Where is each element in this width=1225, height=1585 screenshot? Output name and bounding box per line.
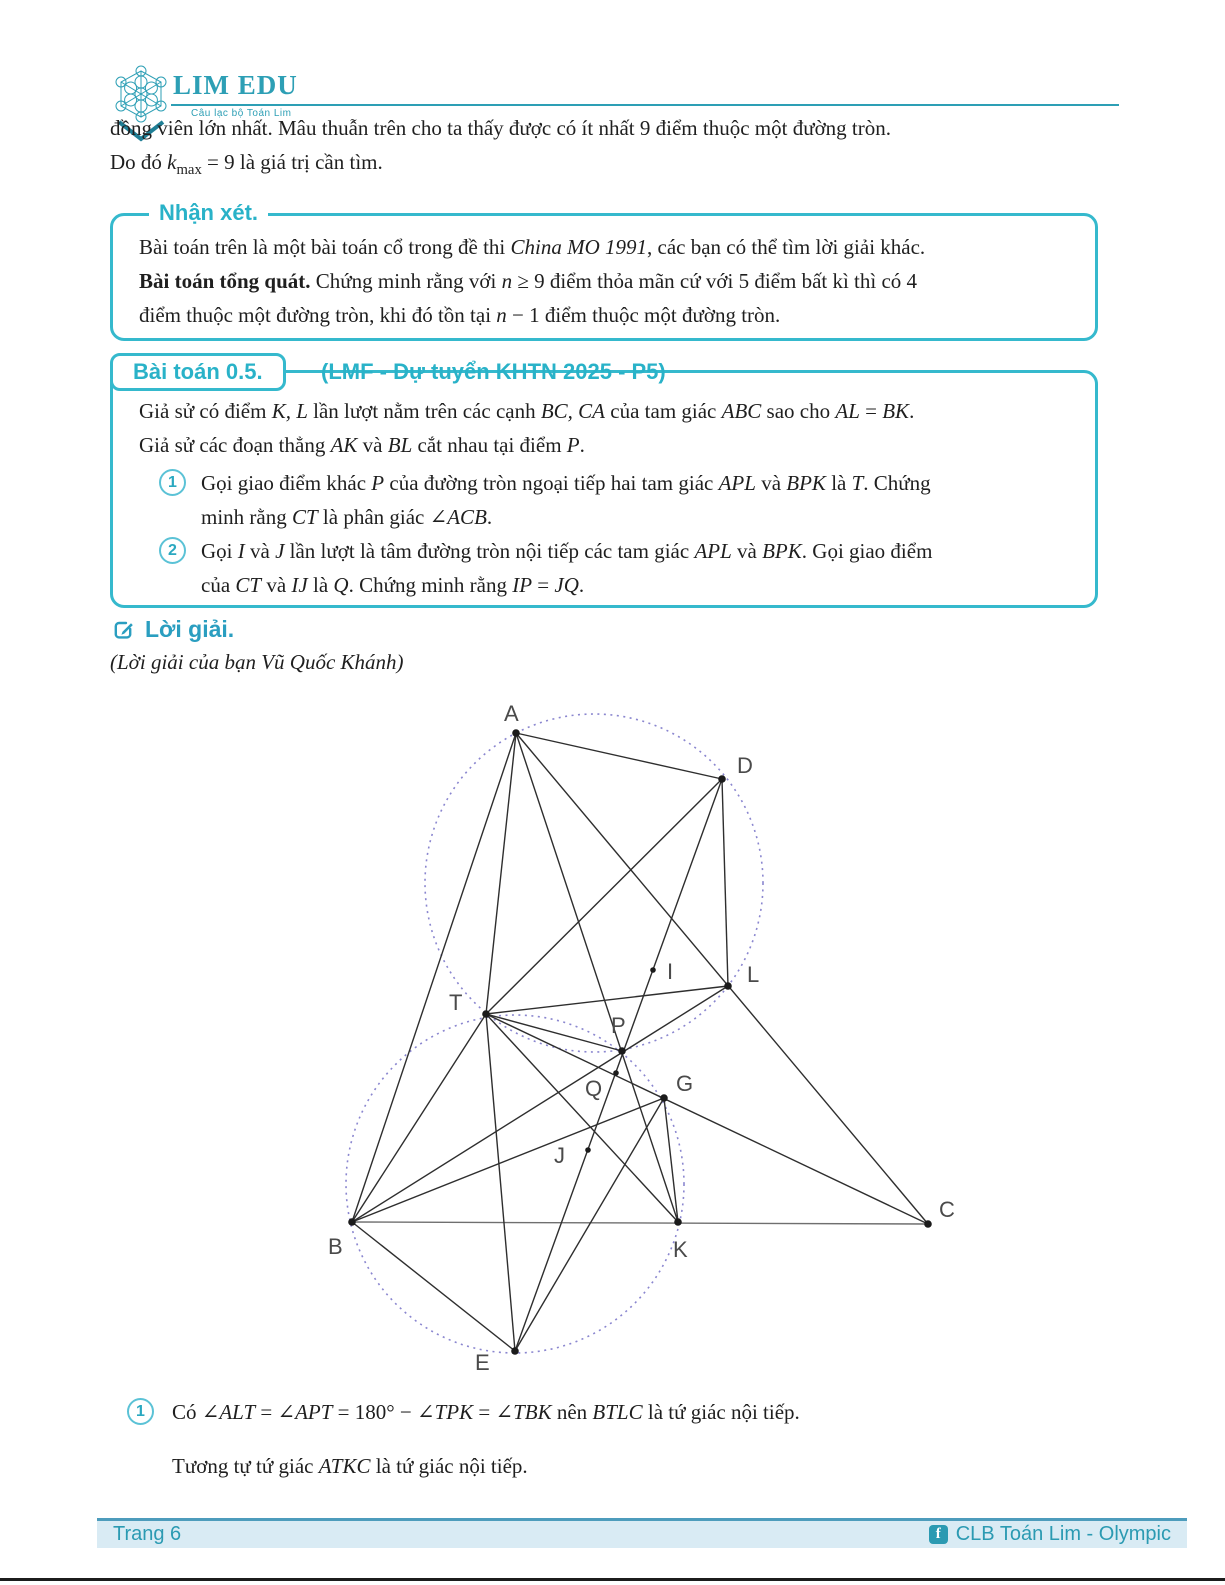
circumcircle-2: [346, 1015, 684, 1353]
conclusion-line-2: Tương tự tứ giác ATKC là tứ giác nội tiếp.: [172, 1454, 528, 1478]
remark-box: [110, 200, 1098, 341]
point-label-G: G: [676, 1071, 694, 1096]
edge-TK: [486, 1014, 678, 1222]
point-label-L: L: [747, 962, 760, 987]
problem-intro-line-1: Giả sử có điểm K, L lần lượt nằm trên các cạnh BC, CA của tam giác ABC sao cho AL = BK.: [139, 399, 915, 423]
edge-AB: [352, 733, 516, 1222]
point-J: [585, 1147, 591, 1153]
edge-TB: [352, 1014, 486, 1222]
edge-GK: [664, 1098, 678, 1222]
point-label-K: K: [673, 1237, 688, 1262]
problem-number-chip: Bài toán 0.5.: [110, 353, 286, 391]
point-label-T: T: [449, 990, 463, 1015]
point-Q: [613, 1070, 619, 1076]
edge-AT: [486, 733, 516, 1014]
point-label-A: A: [504, 701, 519, 726]
edge-TE: [486, 1014, 515, 1351]
point-label-P: P: [611, 1013, 626, 1038]
point-P: [618, 1047, 626, 1055]
point-E: [511, 1347, 519, 1355]
remark-line-2: Bài toán tổng quát. Chứng minh rằng với n ≥ 9 điểm thỏa mãn cứ với 5 điểm bất kì thì có 4: [139, 269, 918, 293]
point-label-Q: Q: [585, 1076, 603, 1101]
point-C: [924, 1220, 932, 1228]
remark-line-1: Bài toán trên là một bài toán cổ trong đề thi China MO 1991, các bạn có thể tìm lời giải khác.: [139, 235, 926, 259]
edge-BC: [352, 1222, 928, 1224]
edit-pencil-icon: [112, 618, 136, 642]
intro-line-1: đồng viên lớn nhất. Mâu thuẫn trên cho ta thấy được có ít nhất 9 điểm thuộc một đường tròn.: [110, 116, 892, 140]
facebook-icon: f: [929, 1525, 948, 1544]
footer-club-label: CLB Toán Lim - Olympic: [955, 1523, 1171, 1545]
problem-item-1-badge: 1: [159, 469, 186, 496]
header-rule: [171, 104, 1119, 106]
point-label-B: B: [328, 1234, 343, 1259]
edge-TP: [486, 1014, 622, 1051]
point-B: [348, 1218, 356, 1226]
edge-GE: [515, 1098, 664, 1351]
problem-item-1-line-2: minh rằng CT là phân giác ∠ACB.: [201, 505, 493, 529]
edge-DL: [722, 779, 728, 986]
logo-subtitle: Câu lạc bộ Toán Lim: [191, 108, 292, 119]
problem-item-2-line-2: của CT và IJ là Q. Chứng minh rằng IP = JQ.: [201, 573, 585, 597]
point-label-E: E: [475, 1350, 490, 1375]
point-A: [512, 729, 520, 737]
footer-bar: [97, 1518, 1187, 1548]
point-D: [718, 775, 726, 783]
point-G: [660, 1094, 668, 1102]
point-T: [482, 1010, 490, 1018]
remark-line-3: điểm thuộc một đường tròn, khi đó tồn tại n − 1 điểm thuộc một đường tròn.: [139, 303, 781, 327]
conclusion-item-badge: 1: [127, 1398, 154, 1425]
point-L: [724, 982, 732, 990]
edge-BE: [352, 1222, 515, 1351]
logo-title: LIM EDU: [173, 70, 298, 100]
footer-club: [929, 1523, 1171, 1546]
point-label-C: C: [939, 1197, 955, 1222]
problem-box: [110, 359, 1098, 608]
point-label-I: I: [667, 959, 674, 984]
problem-item-1-line-1: Gọi giao điểm khác P của đường tròn ngoại tiếp hai tam giác APL và BPK là T. Chứng: [201, 471, 931, 495]
page-bottom-edge: [0, 1578, 1225, 1581]
solution-credit: (Lời giải của bạn Vũ Quốc Khánh): [110, 650, 404, 674]
point-K: [674, 1218, 682, 1226]
point-I: [650, 967, 656, 973]
point-label-D: D: [737, 753, 753, 778]
edge-AC: [516, 733, 928, 1224]
problem-intro-line-2: Giả sử các đoạn thẳng AK và BL cắt nhau tại điểm P.: [139, 433, 585, 457]
edge-AK: [516, 733, 678, 1222]
solution-header: [112, 616, 234, 643]
solution-title: Lời giải.: [145, 616, 235, 642]
edge-AD: [516, 733, 722, 779]
conclusion-line-1: Có ∠ALT = ∠APT = 180° − ∠TPK = ∠TBK nên BTLC là tứ giác nội tiếp.: [172, 1400, 800, 1424]
problem-item-2-line-1: Gọi I và J lần lượt là tâm đường tròn nội tiếp các tam giác APL và BPK. Gọi giao điểm: [201, 539, 933, 563]
remark-title: Nhận xét.: [149, 200, 268, 226]
edge-DE: [515, 779, 722, 1351]
edge-TC: [486, 1014, 928, 1224]
edge-BG: [352, 1098, 664, 1222]
problem-item-2-badge: 2: [159, 537, 186, 564]
edge-DT: [486, 779, 722, 1014]
problem-source: (LMF - Dự tuyển KHTN 2025 - P5): [321, 359, 666, 384]
intro-line-2: Do đó $k_{max} = 9$ là giá trị cần tìm.: [110, 150, 383, 179]
page-number: Trang 6: [113, 1523, 182, 1545]
edge-BL: [352, 986, 728, 1222]
point-label-J: J: [554, 1143, 565, 1168]
